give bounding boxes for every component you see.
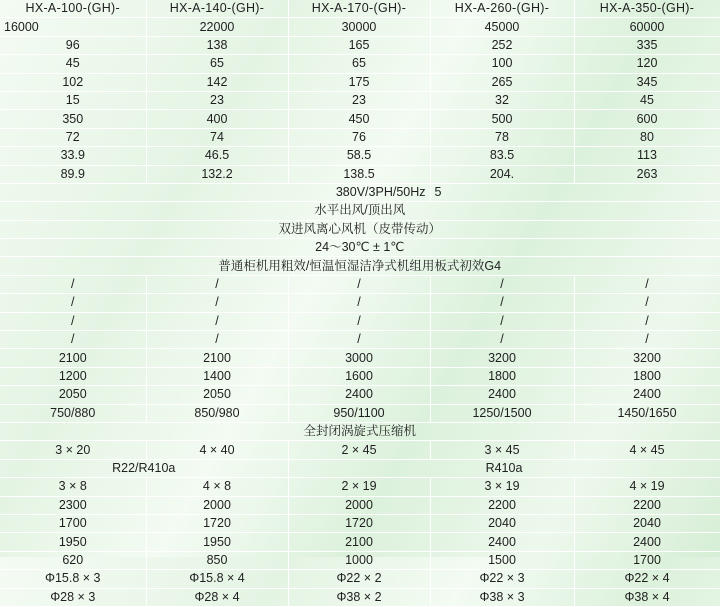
- table-cell: 3000: [288, 349, 430, 367]
- table-cell: /: [0, 331, 146, 349]
- table-cell: 100: [430, 55, 574, 73]
- table-cell: 1500: [430, 551, 574, 569]
- table-cell: /: [146, 331, 288, 349]
- table-row: [0, 551, 720, 569]
- table-cell: 380V/3PH/50Hz: [0, 183, 430, 201]
- column-header: HX-A-350-(GH)-: [574, 0, 720, 18]
- table-cell: /: [146, 312, 288, 330]
- table-cell: Φ38 × 4: [574, 588, 720, 606]
- table-row: [0, 331, 720, 349]
- table-cell: 2050: [146, 386, 288, 404]
- table-cell: 142: [146, 73, 288, 91]
- table-row: [0, 147, 720, 165]
- table-row: [0, 588, 720, 606]
- table-cell: 165: [288, 36, 430, 54]
- table-cell: 113: [574, 147, 720, 165]
- table-cell: 132.2: [146, 165, 288, 183]
- table-cell: Φ15.8 × 4: [146, 570, 288, 588]
- table-cell: 750/880: [0, 404, 146, 422]
- table-cell: 74: [146, 128, 288, 146]
- table-row: [0, 257, 720, 275]
- table-row: [0, 165, 720, 183]
- table-cell: 2200: [430, 496, 574, 514]
- table-cell: 620: [0, 551, 146, 569]
- table-row: [0, 441, 720, 459]
- table-cell: 96: [0, 36, 146, 54]
- table-cell: /: [574, 331, 720, 349]
- table-cell: 2040: [574, 514, 720, 532]
- table-cell: 1450/1650: [574, 404, 720, 422]
- table-row: [0, 312, 720, 330]
- table-cell: R22/R410a: [0, 459, 288, 477]
- table-cell: 23: [146, 91, 288, 109]
- table-row: [0, 478, 720, 496]
- table-cell: /: [574, 275, 720, 293]
- table-cell: Φ15.8 × 3: [0, 570, 146, 588]
- table-cell: Φ38 × 3: [430, 588, 574, 606]
- table-cell: 4 × 19: [574, 478, 720, 496]
- table-cell: 2000: [146, 496, 288, 514]
- table-cell: /: [146, 275, 288, 293]
- table-cell: Φ38 × 2: [288, 588, 430, 606]
- table-cell: 76: [288, 128, 430, 146]
- table-cell: 2100: [0, 349, 146, 367]
- table-cell: 2100: [146, 349, 288, 367]
- table-row: [0, 459, 720, 477]
- header-row: [0, 0, 720, 18]
- table-row: [0, 128, 720, 146]
- table-row: [0, 514, 720, 532]
- table-row: [0, 202, 720, 220]
- table-cell: 4 × 45: [574, 441, 720, 459]
- table-cell: 2400: [430, 533, 574, 551]
- table-cell: 3 × 19: [430, 478, 574, 496]
- table-cell: 2100: [288, 533, 430, 551]
- table-cell: 1250/1500: [430, 404, 574, 422]
- table-cell: 1700: [574, 551, 720, 569]
- table-cell: /: [430, 294, 574, 312]
- table-cell: 204.: [430, 165, 574, 183]
- table-cell: 3200: [574, 349, 720, 367]
- table-cell: 138: [146, 36, 288, 54]
- table-cell: 2400: [574, 533, 720, 551]
- table-cell: 83.5: [430, 147, 574, 165]
- table-cell: 45: [0, 55, 146, 73]
- table-cell: 33.9: [0, 147, 146, 165]
- table-row: [0, 349, 720, 367]
- table-cell: 1600: [288, 367, 430, 385]
- table-cell: 2300: [0, 496, 146, 514]
- table-cell: Φ28 × 3: [0, 588, 146, 606]
- table-cell: 3 × 20: [0, 441, 146, 459]
- table-row: [0, 275, 720, 293]
- table-cell: 1700: [0, 514, 146, 532]
- table-cell: R410a: [288, 459, 720, 477]
- table-cell: 2400: [288, 386, 430, 404]
- table-cell: 3 × 8: [0, 478, 146, 496]
- table-row: [0, 91, 720, 109]
- table-cell: /: [288, 331, 430, 349]
- table-cell: 350: [0, 110, 146, 128]
- table-cell: /: [430, 275, 574, 293]
- table-cell: /: [574, 312, 720, 330]
- table-cell: 600: [574, 110, 720, 128]
- table-cell: 1720: [288, 514, 430, 532]
- table-cell: 2400: [430, 386, 574, 404]
- table-cell: 1000: [288, 551, 430, 569]
- table-cell: 2 × 19: [288, 478, 430, 496]
- table-row: [0, 36, 720, 54]
- table-cell: 850: [146, 551, 288, 569]
- table-cell: 23: [288, 91, 430, 109]
- table-row: [0, 220, 720, 238]
- table-row: [0, 110, 720, 128]
- table-cell: 58.5: [288, 147, 430, 165]
- table-cell: 1800: [574, 367, 720, 385]
- column-header: HX-A-170-(GH)-: [288, 0, 430, 18]
- table-cell: 175: [288, 73, 430, 91]
- table-cell: 400: [146, 110, 288, 128]
- table-cell: 15: [0, 91, 146, 109]
- table-cell: 1800: [430, 367, 574, 385]
- column-header: HX-A-140-(GH)-: [146, 0, 288, 18]
- table-row: [0, 496, 720, 514]
- table-cell: 335: [574, 36, 720, 54]
- table-cell: 1720: [146, 514, 288, 532]
- table-cell: 102: [0, 73, 146, 91]
- table-cell: 65: [146, 55, 288, 73]
- table-cell: 5: [430, 183, 720, 201]
- table-cell: 2000: [288, 496, 430, 514]
- table-row: [0, 239, 720, 257]
- table-cell: 500: [430, 110, 574, 128]
- table-cell: /: [288, 275, 430, 293]
- table-cell: 普通柜机用粗效/恒温恒湿洁净式机组用板式初效G4: [0, 257, 720, 275]
- table-cell: 22000: [146, 18, 288, 36]
- table-cell: /: [288, 294, 430, 312]
- table-row: [0, 422, 720, 440]
- table-cell: 24～30℃ ± 1℃: [0, 239, 720, 257]
- table-cell: 1950: [0, 533, 146, 551]
- column-header: HX-A-260-(GH)-: [430, 0, 574, 18]
- table-cell: 60000: [574, 18, 720, 36]
- table-cell: 3 × 45: [430, 441, 574, 459]
- table-cell: 850/980: [146, 404, 288, 422]
- table-cell: 1400: [146, 367, 288, 385]
- table-cell: /: [0, 275, 146, 293]
- table-cell: /: [0, 312, 146, 330]
- table-cell: 1950: [146, 533, 288, 551]
- column-header: HX-A-100-(GH)-: [0, 0, 146, 18]
- table-cell: 950/1100: [288, 404, 430, 422]
- table-cell: 3200: [430, 349, 574, 367]
- table-cell: 2400: [574, 386, 720, 404]
- table-cell: /: [0, 294, 146, 312]
- table-cell: 水平出风/顶出风: [0, 202, 720, 220]
- table-row: [0, 55, 720, 73]
- table-row: [0, 18, 720, 36]
- table-cell: 2200: [574, 496, 720, 514]
- table-cell: 32: [430, 91, 574, 109]
- table-cell: 450: [288, 110, 430, 128]
- table-row: [0, 386, 720, 404]
- table-cell: 345: [574, 73, 720, 91]
- table-cell: Φ22 × 2: [288, 570, 430, 588]
- table-row: [0, 294, 720, 312]
- table-row: [0, 183, 720, 201]
- table-cell: 全封闭涡旋式压缩机: [0, 422, 720, 440]
- table-cell: 120: [574, 55, 720, 73]
- table-cell: Φ28 × 4: [146, 588, 288, 606]
- table-row: [0, 367, 720, 385]
- table-row: [0, 533, 720, 551]
- table-row: [0, 73, 720, 91]
- table-cell: 30000: [288, 18, 430, 36]
- table-cell: 4 × 8: [146, 478, 288, 496]
- table-cell: 72: [0, 128, 146, 146]
- table-cell: 65: [288, 55, 430, 73]
- table-cell: 4 × 40: [146, 441, 288, 459]
- table-cell: 2050: [0, 386, 146, 404]
- table-cell: 2040: [430, 514, 574, 532]
- table-cell: /: [288, 312, 430, 330]
- table-cell: /: [574, 294, 720, 312]
- table-cell: Φ22 × 4: [574, 570, 720, 588]
- table-cell: 265: [430, 73, 574, 91]
- table-cell: 双进风离心风机（皮带传动）: [0, 220, 720, 238]
- table-cell: /: [430, 331, 574, 349]
- table-cell: 46.5: [146, 147, 288, 165]
- table-row: [0, 570, 720, 588]
- table-cell: 1200: [0, 367, 146, 385]
- table-cell: 78: [430, 128, 574, 146]
- table-cell: /: [146, 294, 288, 312]
- table-cell: 89.9: [0, 165, 146, 183]
- table-row: [0, 404, 720, 422]
- table-cell: 45: [574, 91, 720, 109]
- table-cell: 252: [430, 36, 574, 54]
- table-cell: 16000: [0, 18, 146, 36]
- table-cell: /: [430, 312, 574, 330]
- table-cell: 2 × 45: [288, 441, 430, 459]
- table-cell: 45000: [430, 18, 574, 36]
- table-cell: 138.5: [288, 165, 430, 183]
- table-cell: 263: [574, 165, 720, 183]
- table-cell: 80: [574, 128, 720, 146]
- table-cell: Φ22 × 3: [430, 570, 574, 588]
